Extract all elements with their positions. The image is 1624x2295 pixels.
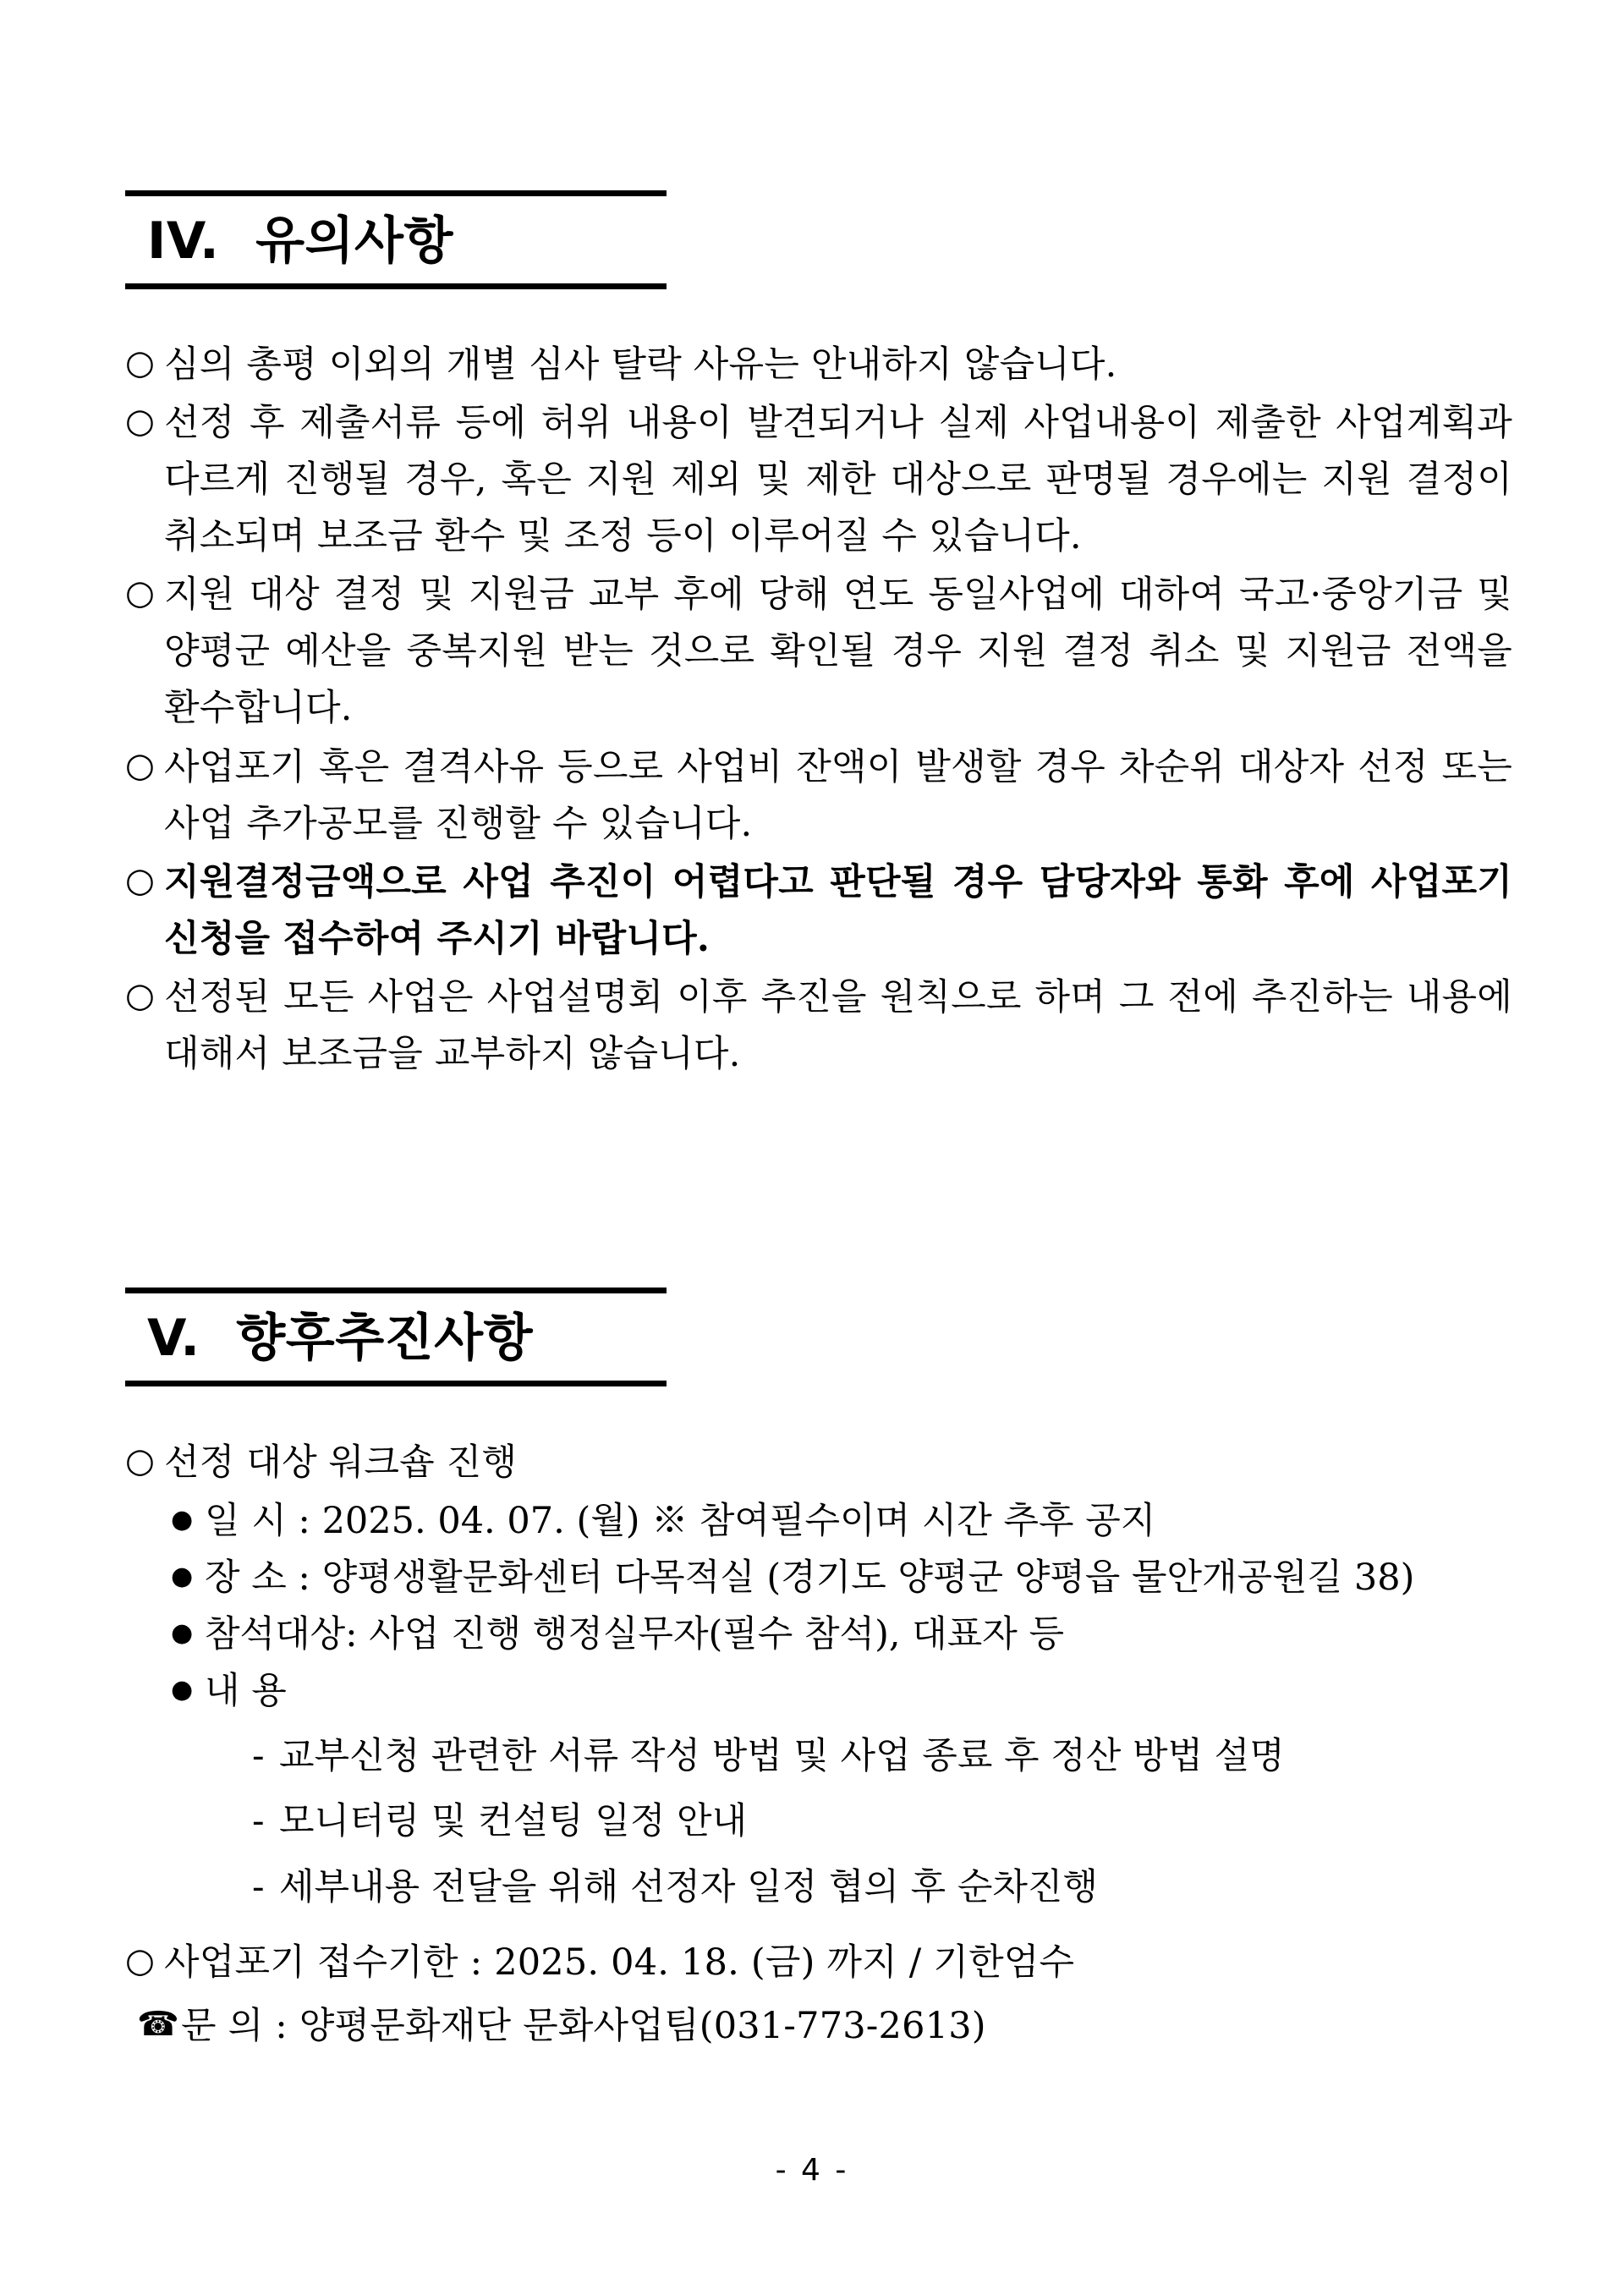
list-item: [125, 1435, 1512, 1491]
list-item: [252, 1859, 1512, 1916]
list-item-text: 장 소 : 양평생활문화센터 다목적실 (경기도 양평군 양평읍 물안개공원길 38): [205, 1557, 1415, 1600]
list-item-contact: [137, 1998, 1512, 2055]
contact-text: 문 의 : 양평문화재단 문화사업팀(031-773-2613): [181, 2004, 986, 2047]
list-item: [125, 337, 1512, 393]
section-title-future-plan: V. 향후추진사항: [147, 1309, 534, 1368]
list-item-text: 모니터링 및 컨설팅 일정 안내: [279, 1800, 748, 1843]
telephone-icon: ☎: [137, 2004, 179, 2044]
list-item-text: 일 시 : 2025. 04. 07. (월) ※ 참여필수이며 시간 추후 공지: [205, 1500, 1156, 1543]
list-item-text: 교부신청 관련한 서류 작성 방법 및 사업 종료 후 정산 방법 설명: [279, 1735, 1285, 1778]
circle-bullet-icon: ○: [125, 1441, 155, 1480]
list-item-text: 선정 대상 워크숍 진행: [164, 1441, 518, 1484]
section-heading-notice: [125, 190, 1512, 289]
circle-bullet-icon: ○: [125, 343, 155, 382]
list-item: [125, 739, 1512, 853]
list-item-text: 사업포기 접수기한 : 2025. 04. 18. (금) 까지 / 기한엄수: [164, 1941, 1075, 1984]
dash-bullet-icon: -: [252, 1865, 265, 1908]
list-item: [125, 395, 1512, 565]
dash-bullet-icon: -: [252, 1800, 265, 1843]
list-item-text: 선정 후 제출서류 등에 허위 내용이 발견되거나 실제 사업내용이 제출한 사업계획과 다르게 진행될 경우, 혹은 지원 제외 및 제한 대상으로 판명될 경우에는 지원 결정이 취소되며 보조금 환수 및 조정 등이 이루어질 수 있습니다.: [164, 402, 1512, 558]
workshop-detail-list: [252, 1728, 1512, 1915]
heading-rule-bottom: [125, 1381, 667, 1386]
list-item-text: 참석대상: 사업 진행 행정실무자(필수 참석), 대표자 등: [205, 1613, 1065, 1656]
circle-bullet-icon: ○: [125, 975, 155, 1015]
circle-bullet-icon: ○: [125, 745, 155, 785]
workshop-sub-list: [171, 1493, 1512, 1916]
list-item-emphasized: [125, 854, 1512, 968]
section-title-notice: IV. 유의사항: [147, 211, 453, 271]
heading-rule-bottom: [125, 283, 667, 289]
filled-bullet-icon: ●: [171, 1618, 194, 1649]
list-item-deadline: [125, 1935, 1512, 1991]
list-item-text: 지원결정금액으로 사업 추진이 어렵다고 판단될 경우 담당자와 통화 후에 사업포기 신청을 접수하여 주시기 바랍니다.: [164, 860, 1512, 960]
circle-bullet-icon: ○: [125, 574, 155, 613]
list-item: [252, 1728, 1512, 1785]
list-item: [171, 1606, 1512, 1663]
filled-bullet-icon: ●: [171, 1505, 194, 1535]
dash-bullet-icon: -: [252, 1735, 265, 1778]
list-item: [125, 567, 1512, 737]
heading-rule-top: [125, 1288, 667, 1293]
notice-list: [125, 337, 1512, 1084]
filled-bullet-icon: ●: [171, 1562, 194, 1592]
list-item: [252, 1793, 1512, 1850]
section-heading-future-plan: [125, 1288, 1512, 1386]
page-number: - 4 -: [775, 2153, 849, 2188]
list-item-text: 지원 대상 결정 및 지원금 교부 후에 당해 연도 동일사업에 대하여 국고·중앙기금 및 양평군 예산을 중복지원 받는 것으로 확인될 경우 지원 결정 취소 및 지원금 전액을 환수합니다.: [164, 574, 1512, 730]
list-item-text: 세부내용 전달을 위해 선정자 일정 협의 후 순차진행: [279, 1865, 1098, 1908]
list-item-text: 심의 총평 이외의 개별 심사 탈락 사유는 안내하지 않습니다.: [164, 343, 1117, 386]
list-item: [171, 1493, 1512, 1550]
circle-bullet-icon: ○: [125, 1941, 155, 1980]
list-item: [171, 1550, 1512, 1606]
heading-rule-top: [125, 190, 667, 196]
list-item-text: 사업포기 혹은 결격사유 등으로 사업비 잔액이 발생할 경우 차순위 대상자 선정 또는 사업 추가공모를 진행할 수 있습니다.: [164, 745, 1512, 845]
future-plan-list: [125, 1435, 1512, 2055]
list-item-text: 내 용: [205, 1670, 287, 1713]
list-item-text: 선정된 모든 사업은 사업설명회 이후 추진을 원칙으로 하며 그 전에 추진하는 내용에 대해서 보조금을 교부하지 않습니다.: [164, 975, 1512, 1075]
list-item: [171, 1663, 1512, 1720]
filled-bullet-icon: ●: [171, 1675, 194, 1705]
circle-bullet-icon: ○: [125, 859, 155, 900]
circle-bullet-icon: ○: [125, 402, 155, 442]
list-item: [125, 969, 1512, 1083]
